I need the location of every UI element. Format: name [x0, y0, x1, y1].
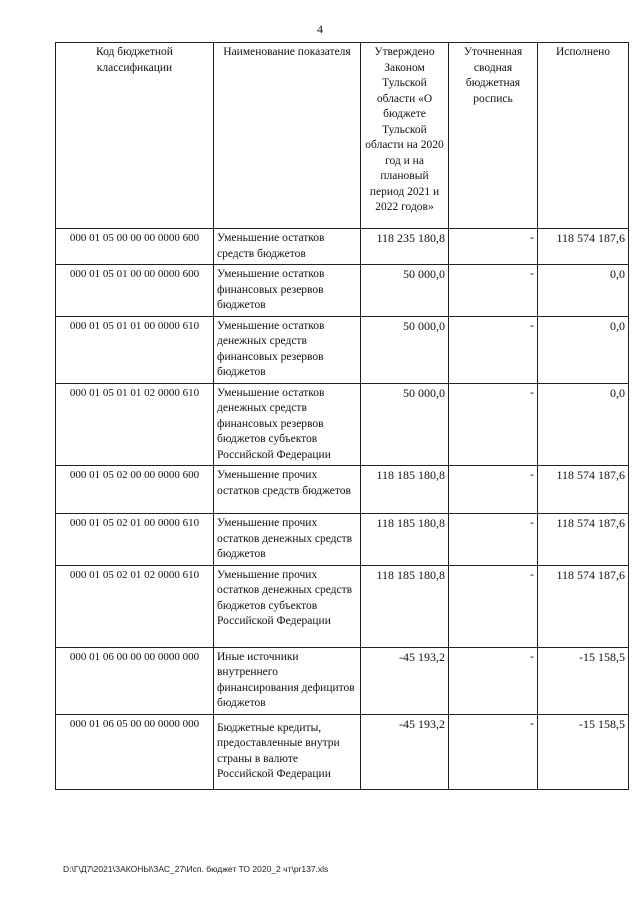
- row-code: 000 01 06 00 00 00 0000 000: [56, 647, 214, 714]
- row-name: Иные источники внутреннего финансирования дефицитов бюджетов: [214, 647, 361, 714]
- table-row: [56, 265, 629, 317]
- row-executed: 118 574 187,6: [538, 229, 629, 265]
- row-approved: 118 185 180,8: [361, 514, 449, 566]
- row-name: Уменьшение прочих остатков средств бюджетов: [214, 466, 361, 514]
- page-number: 4: [317, 22, 323, 36]
- row-executed: -15 158,5: [538, 714, 629, 789]
- row-code: 000 01 05 02 01 00 0000 610: [56, 514, 214, 566]
- row-code: 000 01 06 05 00 00 0000 000: [56, 714, 214, 789]
- row-revised: -: [449, 229, 538, 265]
- row-executed: 118 574 187,6: [538, 514, 629, 566]
- row-code: 000 01 05 02 00 00 0000 600: [56, 466, 214, 514]
- row-code: 000 01 05 02 01 02 0000 610: [56, 565, 214, 647]
- budget-table: [55, 42, 629, 790]
- row-approved: 118 185 180,8: [361, 466, 449, 514]
- row-approved: -45 193,2: [361, 647, 449, 714]
- row-approved: -45 193,2: [361, 714, 449, 789]
- row-approved: 118 185 180,8: [361, 565, 449, 647]
- table-header-row: [56, 43, 629, 229]
- row-approved: 50 000,0: [361, 316, 449, 383]
- row-revised: -: [449, 265, 538, 317]
- table-row: [56, 466, 629, 514]
- row-revised: -: [449, 565, 538, 647]
- row-code: 000 01 05 00 00 00 0000 600: [56, 229, 214, 265]
- row-code: 000 01 05 01 01 02 0000 610: [56, 383, 214, 466]
- row-name: Уменьшение остатков финансовых резервов бюджетов: [214, 265, 361, 317]
- row-name: Уменьшение прочих остатков денежных средств бюджетов: [214, 514, 361, 566]
- table-row: [56, 647, 629, 714]
- row-revised: -: [449, 647, 538, 714]
- row-executed: 118 574 187,6: [538, 565, 629, 647]
- row-revised: -: [449, 383, 538, 466]
- header-code: Код бюджетной классификации: [56, 43, 214, 229]
- row-name: Уменьшение остатков денежных средств финансовых резервов бюджетов: [214, 316, 361, 383]
- row-executed: -15 158,5: [538, 647, 629, 714]
- header-approved: Утверждено Законом Тульской области «О бюджете Тульской области на 2020 год и на плановый период 2021 и 2022 годов»: [361, 43, 449, 229]
- row-approved: 118 235 180,8: [361, 229, 449, 265]
- row-name: Бюджетные кредиты, предоставленные внутри страны в валюте Российской Федерации: [214, 714, 361, 789]
- header-name: Наименование показателя: [214, 43, 361, 229]
- row-code: 000 01 05 01 00 00 0000 600: [56, 265, 214, 317]
- header-executed: Исполнено: [538, 43, 629, 229]
- row-name: Уменьшение прочих остатков денежных средств бюджетов субъектов Российской Федерации: [214, 565, 361, 647]
- table-row: [56, 229, 629, 265]
- row-name: Уменьшение остатков средств бюджетов: [214, 229, 361, 265]
- table-row: [56, 565, 629, 647]
- row-revised: -: [449, 316, 538, 383]
- row-approved: 50 000,0: [361, 383, 449, 466]
- table-row: [56, 383, 629, 466]
- row-executed: 0,0: [538, 316, 629, 383]
- footer-file-path: D:\Г\Д7\2021\ЗАКОНЫ\ЗАС_27\Исп. бюджет ТО 2020_2 чт\pr137.xls: [63, 864, 329, 874]
- row-code: 000 01 05 01 01 00 0000 610: [56, 316, 214, 383]
- row-revised: -: [449, 514, 538, 566]
- header-revised: Уточненная сводная бюджетная роспись: [449, 43, 538, 229]
- row-executed: 118 574 187,6: [538, 466, 629, 514]
- row-executed: 0,0: [538, 265, 629, 317]
- row-approved: 50 000,0: [361, 265, 449, 317]
- table-row: [56, 514, 629, 566]
- table-row: [56, 714, 629, 789]
- row-revised: -: [449, 714, 538, 789]
- row-revised: -: [449, 466, 538, 514]
- row-executed: 0,0: [538, 383, 629, 466]
- table-row: [56, 316, 629, 383]
- row-name: Уменьшение остатков денежных средств финансовых резервов бюджетов субъектов Российской Федерации: [214, 383, 361, 466]
